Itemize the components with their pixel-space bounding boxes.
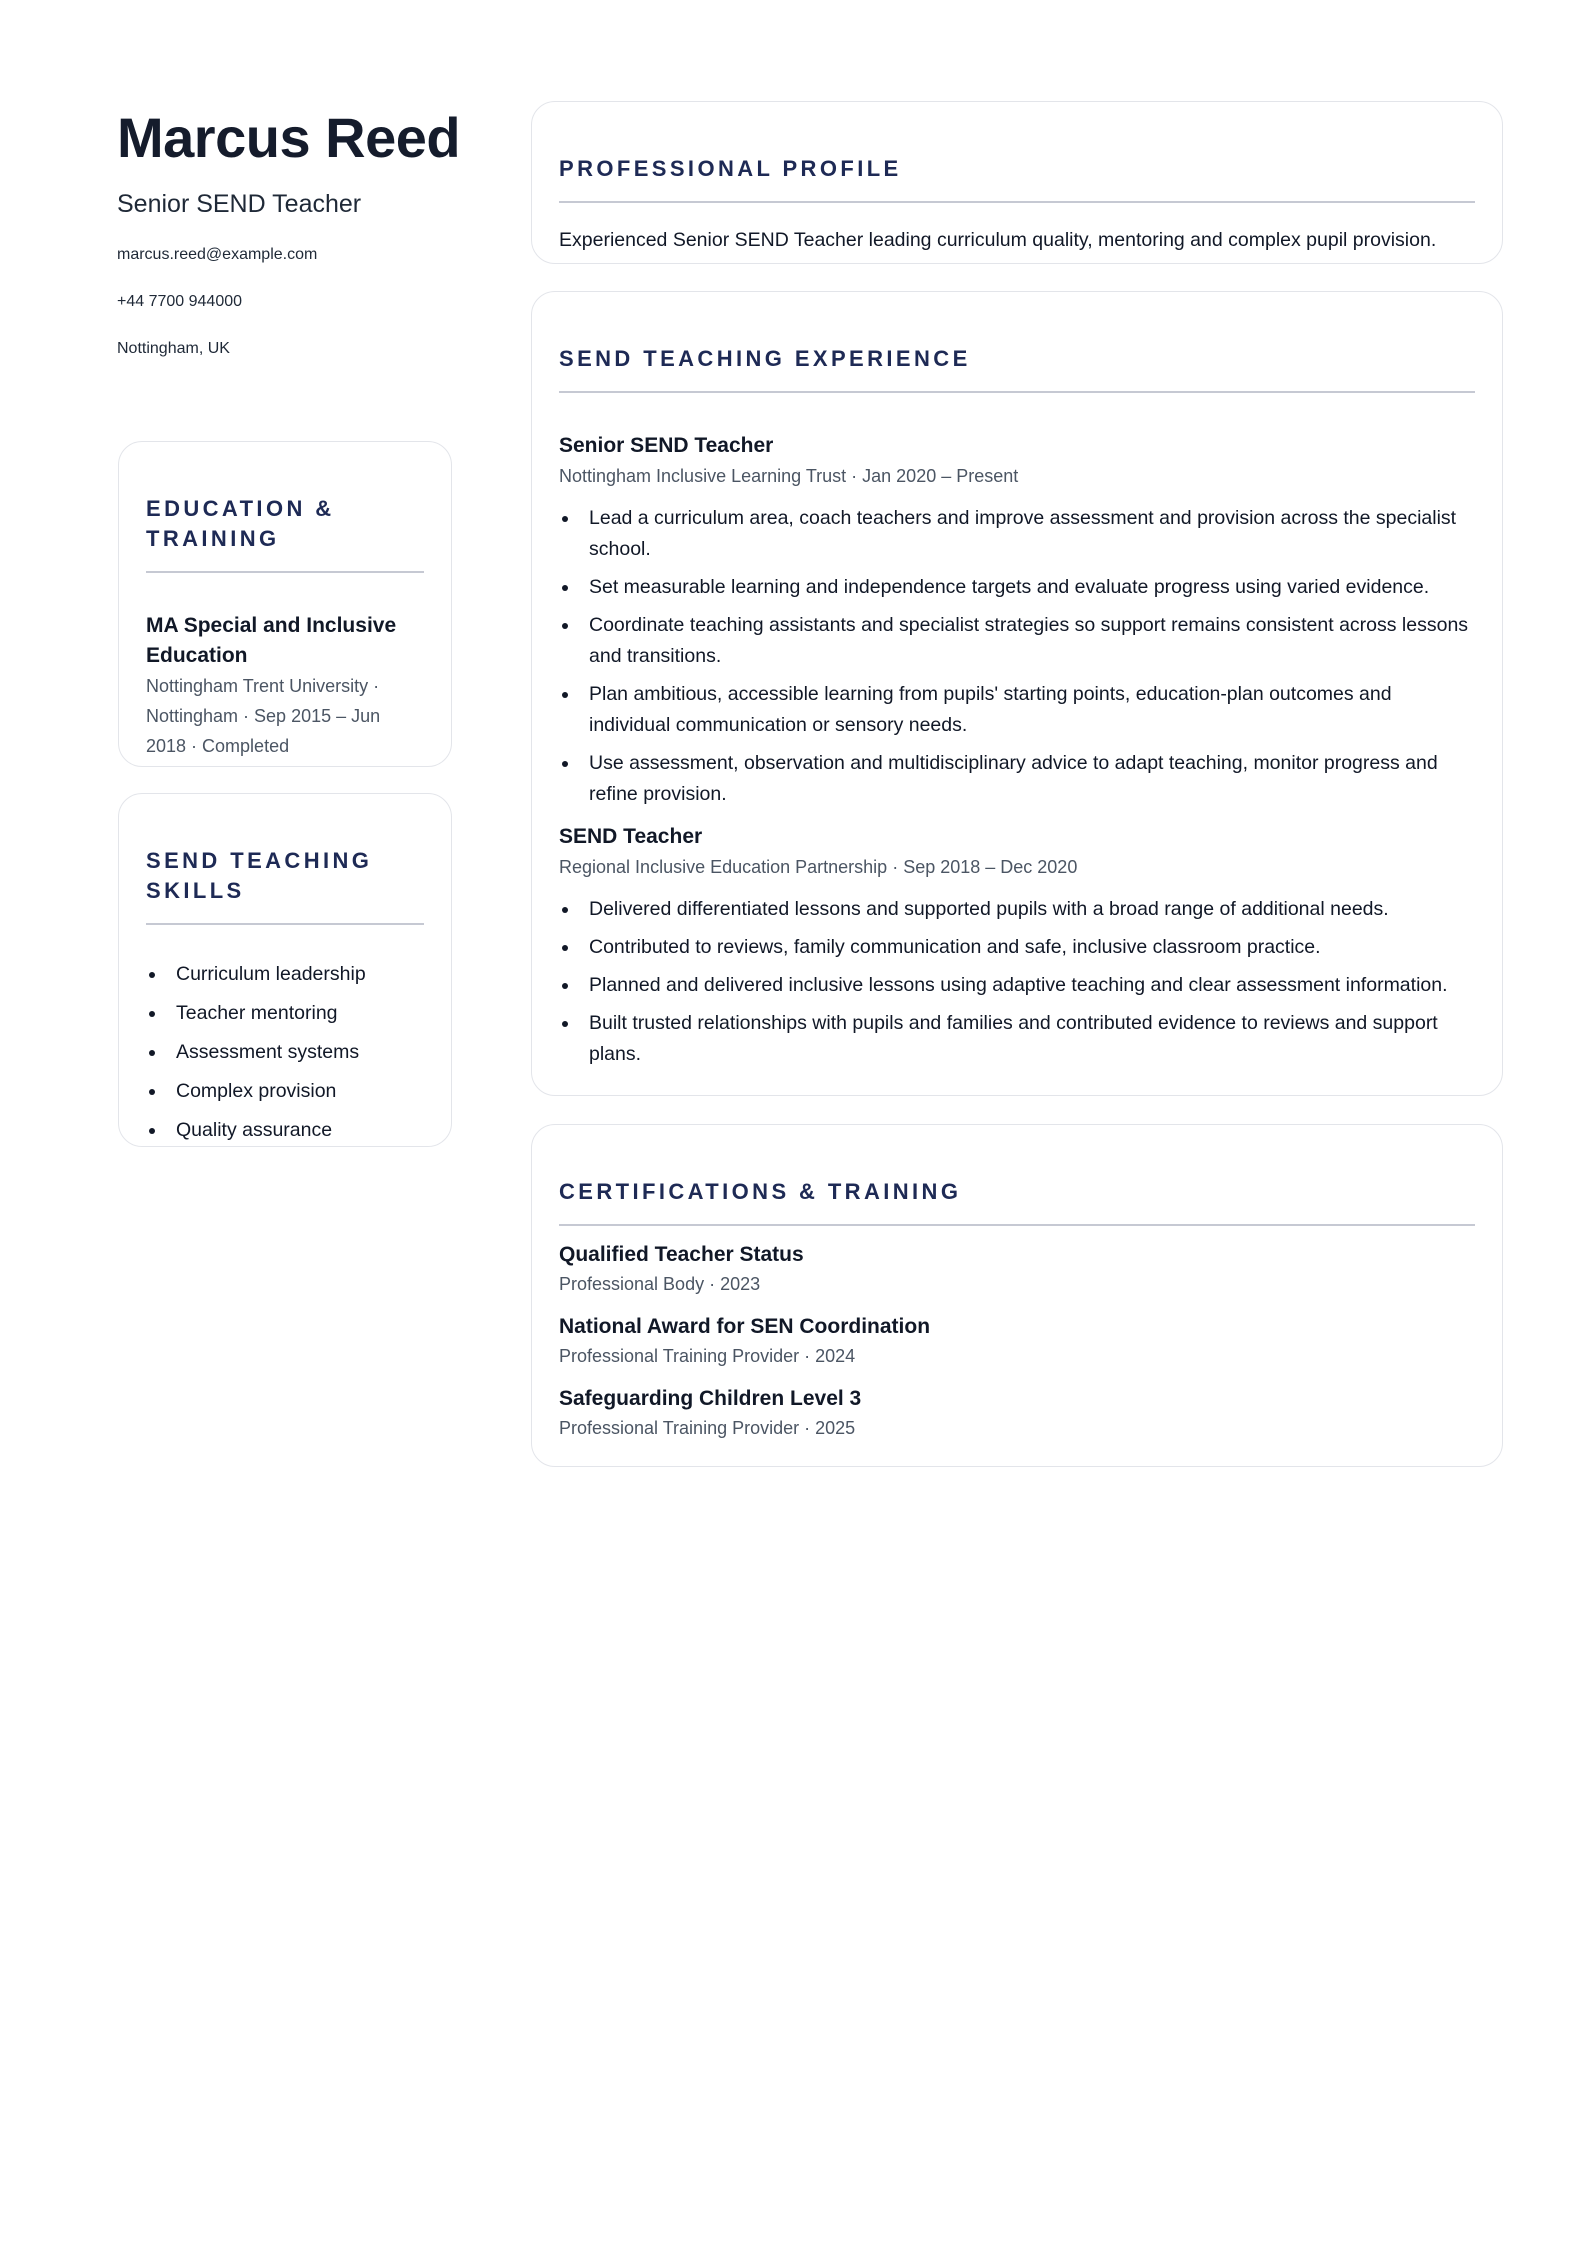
section-divider (559, 1224, 1475, 1226)
certification-entry (559, 1240, 1475, 1298)
certifications-heading: CERTIFICATIONS & TRAINING (559, 1179, 962, 1204)
certification-title: Qualified Teacher Status (559, 1243, 804, 1266)
job-bullets (559, 503, 1475, 810)
sidebar-header (117, 100, 461, 386)
list-item: Assessment systems (146, 1033, 424, 1072)
candidate-name: Marcus Reed (117, 106, 461, 169)
section-divider (146, 571, 424, 573)
list-item: Coordinate teaching assistants and specialist strategies so support remains consistent across lessons and transitions. (559, 610, 1475, 672)
section-divider (559, 391, 1475, 393)
certifications-card (531, 1124, 1503, 1467)
list-item: Use assessment, observation and multidisciplinary advice to adapt teaching, monitor progress and refine provision. (559, 748, 1475, 810)
candidate-title: Senior SEND Teacher (117, 190, 362, 218)
list-item: Lead a curriculum area, coach teachers and improve assessment and provision across the specialist school. (559, 503, 1475, 565)
education-card (118, 441, 452, 767)
education-entry-meta: Nottingham Trent University · Nottingham · Sep 2015 – Jun 2018 · Completed (146, 676, 381, 756)
skills-card (118, 793, 452, 1147)
list-item: Contributed to reviews, family communication and safe, inclusive classroom practice. (559, 932, 1475, 963)
certification-title: National Award for SEN Coordination (559, 1315, 931, 1338)
skills-list (146, 955, 424, 1147)
section-divider (559, 201, 1475, 203)
experience-card (531, 291, 1503, 1096)
profile-summary: Experienced Senior SEND Teacher leading curriculum quality, mentoring and complex pupil provision. (559, 229, 1437, 251)
job-bullets (559, 894, 1475, 1070)
list-item: Built trusted relationships with pupils and families and contributed evidence to reviews and support plans. (559, 1008, 1475, 1070)
list-item: Delivered differentiated lessons and supported pupils with a broad range of additional needs. (559, 894, 1475, 925)
list-item: Quality assurance (146, 1111, 424, 1147)
job-meta: Regional Inclusive Education Partnership · Sep 2018 – Dec 2020 (559, 857, 1078, 877)
profile-heading: PROFESSIONAL PROFILE (559, 156, 902, 181)
education-entry-title: MA Special and Inclusive Education (146, 614, 397, 667)
job-title: Senior SEND Teacher (559, 434, 774, 457)
list-item: Planned and delivered inclusive lessons using adaptive teaching and clear assessment information. (559, 970, 1475, 1001)
certification-meta: Professional Training Provider · 2024 (559, 1346, 856, 1366)
job-entry (559, 431, 1475, 810)
certification-title: Safeguarding Children Level 3 (559, 1387, 862, 1410)
certification-entry (559, 1312, 1475, 1370)
list-item: Set measurable learning and independence targets and evaluate progress using varied evidence. (559, 572, 1475, 603)
certification-meta: Professional Training Provider · 2025 (559, 1418, 856, 1438)
profile-card (531, 101, 1503, 264)
job-entry (559, 822, 1475, 1070)
list-item: Teacher mentoring (146, 994, 424, 1033)
experience-heading: SEND TEACHING EXPERIENCE (559, 346, 971, 371)
list-item: Complex provision (146, 1072, 424, 1111)
contact-location: Nottingham, UK (117, 340, 230, 357)
certification-entry (559, 1384, 1475, 1442)
education-heading: EDUCATION & TRAINING (146, 496, 335, 551)
list-item: Curriculum leadership (146, 955, 424, 994)
section-divider (146, 923, 424, 925)
job-meta: Nottingham Inclusive Learning Trust · Jan 2020 – Present (559, 466, 1019, 486)
contact-email[interactable]: marcus.reed@example.com (117, 246, 318, 263)
list-item: Plan ambitious, accessible learning from pupils' starting points, education-plan outcomes and individual communication or sensory needs. (559, 679, 1475, 741)
certification-meta: Professional Body · 2023 (559, 1274, 761, 1294)
contact-phone[interactable]: +44 7700 944000 (117, 293, 243, 310)
contact-list (117, 245, 451, 386)
education-entry (146, 611, 424, 761)
job-title: SEND Teacher (559, 825, 703, 848)
skills-heading: SEND TEACHING SKILLS (146, 848, 373, 903)
